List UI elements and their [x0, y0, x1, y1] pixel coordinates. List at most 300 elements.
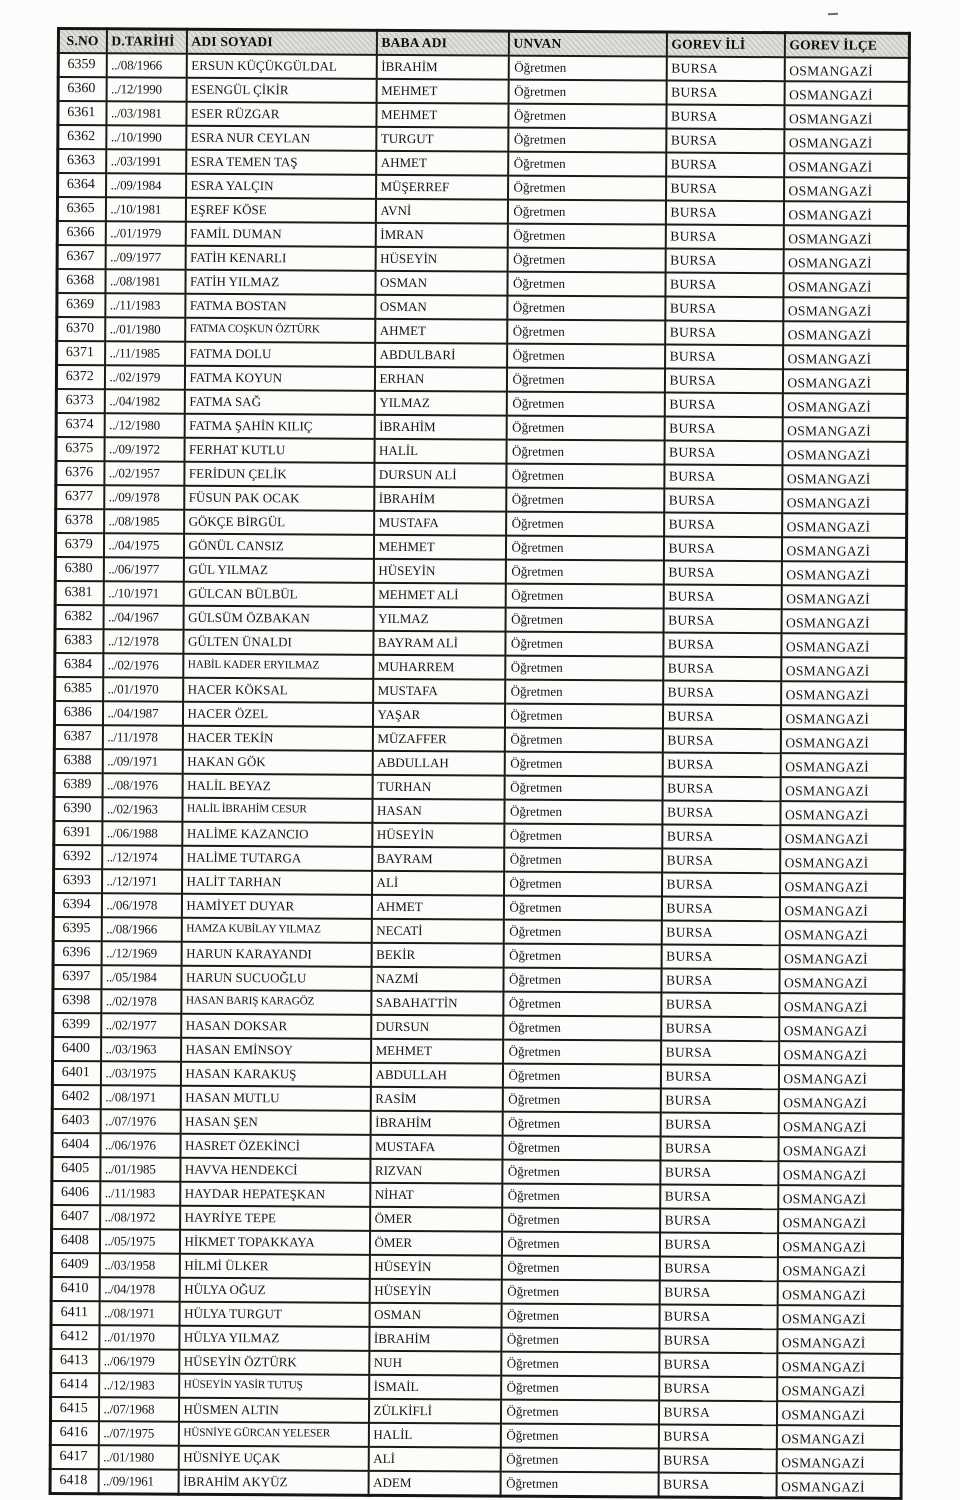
cell-dtarihi: ../04/1982: [104, 389, 184, 413]
cell-unvan: Öğretmen: [504, 776, 662, 801]
cell-gorev-ili: BURSA: [664, 393, 782, 418]
cell-dtarihi: ../02/1957: [104, 461, 184, 485]
cell-sno: 6372: [56, 365, 104, 389]
cell-baba-adi: YAŞAR: [372, 703, 504, 728]
cell-gorev-ili: BURSA: [661, 968, 779, 993]
cell-dtarihi: ../02/1976: [103, 653, 183, 677]
cell-sno: 6384: [55, 653, 103, 677]
cell-baba-adi: HÜSEYİN: [375, 247, 507, 272]
cell-unvan: Öğretmen: [502, 1112, 660, 1137]
cell-dtarihi: ../10/1990: [106, 125, 186, 149]
cell-adi-soyadi: ESRA NUR CEYLAN: [186, 126, 376, 151]
cell-sno: 6381: [55, 581, 103, 605]
cell-baba-adi: HÜSEYİN: [373, 559, 505, 584]
cell-gorev-ilce: OSMANGAZİ: [784, 129, 909, 154]
cell-gorev-ili: BURSA: [665, 321, 783, 346]
cell-dtarihi: ../04/1967: [103, 605, 183, 629]
cell-adi-soyadi: ESRA YALÇIN: [186, 174, 376, 199]
cell-gorev-ili: BURSA: [663, 657, 781, 682]
cell-sno: 6375: [56, 437, 104, 461]
cell-sno: 6413: [51, 1349, 99, 1373]
cell-adi-soyadi: HASRET ÖZEKİNCİ: [180, 1134, 370, 1159]
cell-adi-soyadi: HASAN ŞEN: [180, 1110, 370, 1135]
cell-adi-soyadi: GÖKÇE BİRGÜL: [184, 510, 374, 535]
cell-gorev-ilce: OSMANGAZİ: [782, 489, 907, 514]
cell-sno: 6406: [52, 1181, 100, 1205]
cell-baba-adi: MUSTAFA: [373, 679, 505, 704]
cell-sno: 6402: [52, 1085, 100, 1109]
cell-sno: 6382: [55, 605, 103, 629]
cell-sno: 6412: [51, 1325, 99, 1349]
cell-gorev-ilce: OSMANGAZİ: [780, 825, 905, 850]
cell-gorev-ilce: OSMANGAZİ: [784, 177, 909, 202]
document-table-container: [49, 27, 908, 1500]
cell-unvan: Öğretmen: [504, 752, 662, 777]
cell-adi-soyadi: HAVVA HENDEKCİ: [180, 1158, 370, 1183]
cell-adi-soyadi: HÜSNİYE GÜRCAN YELESER: [178, 1422, 368, 1447]
cell-sno: 6383: [55, 629, 103, 653]
cell-dtarihi: ../11/1983: [100, 1181, 180, 1205]
cell-unvan: Öğretmen: [505, 656, 663, 681]
cell-gorev-ilce: OSMANGAZİ: [781, 657, 906, 682]
cell-adi-soyadi: HÜLYA OĞUZ: [179, 1278, 369, 1303]
cell-gorev-ili: BURSA: [660, 1208, 778, 1233]
cell-sno: 6407: [52, 1205, 100, 1229]
cell-gorev-ilce: OSMANGAZİ: [776, 1425, 901, 1450]
cell-baba-adi: ALİ: [368, 1447, 500, 1472]
cell-gorev-ilce: OSMANGAZİ: [782, 465, 907, 490]
cell-dtarihi: ../09/1978: [104, 485, 184, 509]
cell-adi-soyadi: HALİL BEYAZ: [182, 774, 372, 799]
cell-unvan: Öğretmen: [504, 848, 662, 873]
cell-sno: 6400: [53, 1037, 101, 1061]
cell-gorev-ilce: OSMANGAZİ: [778, 1161, 903, 1186]
cell-dtarihi: ../01/1980: [105, 317, 185, 341]
cell-baba-adi: ABDULLAH: [370, 1063, 502, 1088]
cell-gorev-ilce: OSMANGAZİ: [777, 1305, 902, 1330]
cell-dtarihi: ../01/1980: [98, 1445, 178, 1469]
cell-gorev-ili: BURSA: [666, 81, 784, 106]
cell-gorev-ili: BURSA: [659, 1304, 777, 1329]
cell-gorev-ili: BURSA: [662, 848, 780, 873]
cell-gorev-ili: BURSA: [661, 1016, 779, 1041]
cell-baba-adi: RIZVAN: [370, 1159, 502, 1184]
cell-dtarihi: ../04/1975: [103, 533, 183, 557]
cell-unvan: Öğretmen: [508, 152, 666, 177]
cell-dtarihi: ../01/1970: [103, 677, 183, 701]
cell-adi-soyadi: GÜLTEN ÜNALDI: [183, 630, 373, 655]
column-header-adi-soyadi: ADI SOYADI: [186, 29, 376, 55]
cell-gorev-ilce: OSMANGAZİ: [784, 153, 909, 178]
cell-gorev-ili: BURSA: [660, 1088, 778, 1113]
cell-sno: 6399: [53, 1013, 101, 1037]
cell-unvan: Öğretmen: [507, 200, 665, 225]
cell-gorev-ilce: OSMANGAZİ: [779, 897, 904, 922]
cell-adi-soyadi: HÜLYA TURGUT: [179, 1302, 369, 1327]
cell-gorev-ili: BURSA: [659, 1256, 777, 1281]
cell-adi-soyadi: FATMA SAĞ: [184, 390, 374, 415]
cell-gorev-ilce: OSMANGAZİ: [782, 417, 907, 442]
cell-baba-adi: DURSUN: [371, 1015, 503, 1040]
cell-adi-soyadi: HÜLYA YILMAZ: [179, 1326, 369, 1351]
cell-baba-adi: HÜSEYİN: [372, 823, 504, 848]
cell-sno: 6395: [53, 917, 101, 941]
cell-gorev-ili: BURSA: [666, 153, 784, 178]
cell-adi-soyadi: HİKMET TOPAKKAYA: [179, 1230, 369, 1255]
cell-adi-soyadi: HİLMİ ÜLKER: [179, 1254, 369, 1279]
cell-sno: 6388: [54, 749, 102, 773]
cell-gorev-ilce: OSMANGAZİ: [781, 681, 906, 706]
cell-unvan: Öğretmen: [507, 320, 665, 345]
cell-sno: 6393: [54, 869, 102, 893]
cell-baba-adi: OSMAN: [369, 1303, 501, 1328]
cell-unvan: Öğretmen: [501, 1256, 659, 1281]
cell-dtarihi: ../10/1981: [105, 197, 185, 221]
cell-gorev-ilce: OSMANGAZİ: [777, 1353, 902, 1378]
cell-adi-soyadi: ESRA TEMEN TAŞ: [186, 150, 376, 175]
cell-gorev-ili: BURSA: [663, 680, 781, 705]
cell-adi-soyadi: GÜLCAN BÜLBÜL: [183, 582, 373, 607]
cell-adi-soyadi: HAKAN GÖK: [182, 750, 372, 775]
cell-gorev-ilce: OSMANGAZİ: [780, 777, 905, 802]
cell-gorev-ilce: OSMANGAZİ: [779, 1017, 904, 1042]
cell-sno: 6368: [57, 269, 105, 293]
cell-unvan: Öğretmen: [507, 296, 665, 321]
cell-baba-adi: İBRAHİM: [376, 55, 508, 80]
cell-baba-adi: ERHAN: [374, 367, 506, 392]
cell-sno: 6392: [54, 845, 102, 869]
cell-adi-soyadi: HASAN MUTLU: [180, 1086, 370, 1111]
column-header-gorev-ili: GOREV İLİ: [666, 32, 784, 57]
column-header-dtarihi: D.TARİHİ: [106, 29, 186, 54]
cell-adi-soyadi: FATMA ŞAHİN KILIÇ: [184, 414, 374, 439]
cell-unvan: Öğretmen: [503, 944, 661, 969]
cell-gorev-ili: BURSA: [664, 417, 782, 442]
cell-sno: 6359: [58, 53, 106, 77]
cell-adi-soyadi: HACER TEKİN: [182, 726, 372, 751]
cell-gorev-ili: BURSA: [664, 513, 782, 538]
cell-unvan: Öğretmen: [504, 824, 662, 849]
cell-unvan: Öğretmen: [501, 1232, 659, 1257]
cell-adi-soyadi: HACER KÖKSAL: [183, 678, 373, 703]
cell-gorev-ili: BURSA: [663, 585, 781, 610]
cell-sno: 6403: [52, 1109, 100, 1133]
cell-sno: 6380: [55, 557, 103, 581]
cell-baba-adi: İMRAN: [375, 223, 507, 248]
cell-baba-adi: İBRAHİM: [370, 1111, 502, 1136]
cell-baba-adi: HASAN: [372, 799, 504, 824]
cell-gorev-ilce: OSMANGAZİ: [781, 609, 906, 634]
cell-adi-soyadi: HASAN EMİNSOY: [181, 1038, 371, 1063]
cell-gorev-ili: BURSA: [659, 1376, 777, 1401]
cell-baba-adi: DURSUN ALİ: [374, 463, 506, 488]
cell-gorev-ili: BURSA: [663, 537, 781, 562]
cell-baba-adi: NİHAT: [370, 1183, 502, 1208]
cell-sno: 6361: [58, 101, 106, 125]
cell-adi-soyadi: FATİH KENARLI: [185, 246, 375, 271]
cell-dtarihi: ../12/1983: [99, 1373, 179, 1397]
cell-sno: 6365: [57, 197, 105, 221]
cell-adi-soyadi: HABİL KADER ERYILMAZ: [183, 654, 373, 679]
cell-baba-adi: HÜSEYİN: [369, 1279, 501, 1304]
cell-adi-soyadi: HAYRİYE TEPE: [180, 1206, 370, 1231]
cell-dtarihi: ../09/1972: [104, 437, 184, 461]
cell-dtarihi: ../02/1978: [101, 989, 181, 1013]
personnel-table: [49, 27, 911, 1500]
cell-gorev-ili: BURSA: [661, 992, 779, 1017]
cell-baba-adi: AHMET: [371, 895, 503, 920]
cell-dtarihi: ../06/1977: [103, 557, 183, 581]
cell-gorev-ilce: OSMANGAZİ: [777, 1377, 902, 1402]
cell-baba-adi: MÜŞERREF: [376, 175, 508, 200]
cell-dtarihi: ../12/1978: [103, 629, 183, 653]
cell-gorev-ili: BURSA: [662, 800, 780, 825]
cell-sno: 6377: [56, 485, 104, 509]
cell-baba-adi: BEKİR: [371, 943, 503, 968]
cell-sno: 6397: [53, 965, 101, 989]
cell-baba-adi: İBRAHİM: [369, 1327, 501, 1352]
cell-adi-soyadi: HASAN DOKSAR: [181, 1014, 371, 1039]
cell-dtarihi: ../03/1975: [100, 1061, 180, 1085]
cell-sno: 6415: [50, 1397, 98, 1421]
cell-adi-soyadi: GÖNÜL CANSIZ: [183, 534, 373, 559]
cell-unvan: Öğretmen: [503, 920, 661, 945]
cell-adi-soyadi: FATMA DOLU: [185, 342, 375, 367]
cell-unvan: Öğretmen: [502, 1136, 660, 1161]
cell-baba-adi: MEHMET: [373, 535, 505, 560]
column-header-gorev-ilce: GOREV İLÇE: [784, 33, 909, 58]
cell-baba-adi: YILMAZ: [373, 607, 505, 632]
cell-baba-adi: ALİ: [372, 871, 504, 896]
cell-gorev-ili: BURSA: [663, 561, 781, 586]
cell-baba-adi: BAYRAM: [372, 847, 504, 872]
cell-adi-soyadi: ERSUN KÜÇÜKGÜLDAL: [186, 54, 376, 79]
cell-sno: 6378: [56, 509, 104, 533]
cell-adi-soyadi: HALİL İBRAHİM CESUR: [182, 798, 372, 823]
cell-adi-soyadi: EŞREF KÖSE: [185, 198, 375, 223]
cell-sno: 6394: [53, 893, 101, 917]
cell-dtarihi: ../08/1971: [100, 1085, 180, 1109]
cell-gorev-ilce: OSMANGAZİ: [780, 729, 905, 754]
cell-adi-soyadi: FATMA BOSTAN: [185, 294, 375, 319]
cell-sno: 6408: [51, 1229, 99, 1253]
cell-gorev-ilce: OSMANGAZİ: [776, 1449, 901, 1474]
cell-unvan: Öğretmen: [503, 992, 661, 1017]
cell-adi-soyadi: HAMİYET DUYAR: [181, 894, 371, 919]
cell-baba-adi: İBRAHİM: [374, 487, 506, 512]
cell-gorev-ilce: OSMANGAZİ: [783, 297, 908, 322]
cell-adi-soyadi: HARUN KARAYANDI: [181, 942, 371, 967]
cell-adi-soyadi: HAMZA KUBİLAY YILMAZ: [181, 918, 371, 943]
cell-dtarihi: ../07/1976: [100, 1109, 180, 1133]
cell-gorev-ili: BURSA: [664, 369, 782, 394]
cell-gorev-ilce: OSMANGAZİ: [778, 1137, 903, 1162]
cell-sno: 6409: [51, 1253, 99, 1277]
cell-gorev-ilce: OSMANGAZİ: [778, 1065, 903, 1090]
cell-unvan: Öğretmen: [507, 224, 665, 249]
cell-adi-soyadi: HÜSNİYE UÇAK: [178, 1446, 368, 1471]
cell-gorev-ilce: OSMANGAZİ: [780, 705, 905, 730]
cell-baba-adi: MEHMET: [376, 103, 508, 128]
cell-unvan: Öğretmen: [508, 128, 666, 153]
cell-baba-adi: MUHARREM: [373, 655, 505, 680]
cell-unvan: Öğretmen: [508, 176, 666, 201]
table-row: [50, 1469, 901, 1498]
cell-unvan: Öğretmen: [506, 488, 664, 513]
cell-unvan: Öğretmen: [506, 512, 664, 537]
cell-gorev-ili: BURSA: [662, 824, 780, 849]
cell-sno: 6366: [57, 221, 105, 245]
cell-unvan: Öğretmen: [505, 632, 663, 657]
cell-gorev-ili: BURSA: [665, 225, 783, 250]
cell-sno: 6374: [56, 413, 104, 437]
cell-unvan: Öğretmen: [500, 1424, 658, 1449]
cell-dtarihi: ../03/1981: [106, 101, 186, 125]
cell-gorev-ili: BURSA: [666, 105, 784, 130]
cell-gorev-ili: BURSA: [662, 752, 780, 777]
cell-dtarihi: ../04/1978: [99, 1277, 179, 1301]
cell-gorev-ili: BURSA: [660, 1112, 778, 1137]
cell-unvan: Öğretmen: [506, 464, 664, 489]
cell-dtarihi: ../07/1975: [98, 1421, 178, 1445]
cell-dtarihi: ../06/1978: [101, 893, 181, 917]
cell-adi-soyadi: ESENGÜL ÇİKİR: [186, 78, 376, 103]
cell-unvan: Öğretmen: [505, 680, 663, 705]
cell-unvan: Öğretmen: [508, 104, 666, 129]
cell-baba-adi: ÖMER: [369, 1231, 501, 1256]
cell-dtarihi: ../07/1968: [98, 1397, 178, 1421]
cell-adi-soyadi: FERİDUN ÇELİK: [184, 462, 374, 487]
cell-gorev-ili: BURSA: [661, 1040, 779, 1065]
cell-baba-adi: ADEM: [368, 1471, 500, 1496]
cell-unvan: Öğretmen: [506, 392, 664, 417]
cell-gorev-ili: BURSA: [666, 129, 784, 154]
cell-unvan: Öğretmen: [502, 1208, 660, 1233]
cell-unvan: Öğretmen: [504, 872, 662, 897]
cell-dtarihi: ../01/1979: [105, 221, 185, 245]
cell-baba-adi: SABAHATTİN: [371, 991, 503, 1016]
cell-gorev-ilce: OSMANGAZİ: [782, 513, 907, 538]
cell-sno: 6391: [54, 821, 102, 845]
cell-unvan: Öğretmen: [501, 1328, 659, 1353]
cell-gorev-ilce: OSMANGAZİ: [783, 345, 908, 370]
cell-sno: 6401: [52, 1061, 100, 1085]
cell-unvan: Öğretmen: [506, 368, 664, 393]
cell-dtarihi: ../08/1966: [101, 917, 181, 941]
cell-sno: 6417: [50, 1445, 98, 1469]
column-header-baba-adi: BABA ADI: [376, 30, 508, 55]
cell-gorev-ilce: OSMANGAZİ: [779, 945, 904, 970]
cell-baba-adi: NAZMİ: [371, 967, 503, 992]
cell-baba-adi: MEHMET ALİ: [373, 583, 505, 608]
cell-dtarihi: ../06/1979: [99, 1349, 179, 1373]
cell-adi-soyadi: HASAN BARIŞ KARAGÖZ: [181, 990, 371, 1015]
cell-gorev-ili: BURSA: [661, 920, 779, 945]
cell-gorev-ili: BURSA: [665, 297, 783, 322]
cell-dtarihi: ../06/1976: [100, 1133, 180, 1157]
cell-dtarihi: ../11/1978: [102, 725, 182, 749]
cell-sno: 6371: [57, 341, 105, 365]
cell-sno: 6387: [54, 725, 102, 749]
cell-gorev-ilce: OSMANGAZİ: [782, 369, 907, 394]
cell-adi-soyadi: İBRAHİM AKYÜZ: [178, 1470, 368, 1496]
cell-unvan: Öğretmen: [504, 704, 662, 729]
cell-sno: 6364: [58, 173, 106, 197]
cell-gorev-ilce: OSMANGAZİ: [784, 57, 909, 82]
cell-gorev-ilce: OSMANGAZİ: [784, 81, 909, 106]
cell-unvan: Öğretmen: [500, 1472, 658, 1497]
cell-baba-adi: OSMAN: [375, 295, 507, 320]
cell-sno: 6367: [57, 245, 105, 269]
cell-sno: 6360: [58, 77, 106, 101]
cell-gorev-ili: BURSA: [659, 1328, 777, 1353]
cell-unvan: Öğretmen: [505, 584, 663, 609]
cell-adi-soyadi: FATMA KOYUN: [184, 366, 374, 391]
cell-dtarihi: ../08/1976: [102, 773, 182, 797]
cell-gorev-ili: BURSA: [665, 345, 783, 370]
cell-sno: 6390: [54, 797, 102, 821]
cell-unvan: Öğretmen: [502, 1160, 660, 1185]
cell-dtarihi: ../12/1980: [104, 413, 184, 437]
cell-sno: 6370: [57, 317, 105, 341]
cell-baba-adi: HALİL: [368, 1423, 500, 1448]
cell-gorev-ili: BURSA: [662, 728, 780, 753]
cell-gorev-ilce: OSMANGAZİ: [783, 273, 908, 298]
cell-dtarihi: ../01/1985: [100, 1157, 180, 1181]
cell-dtarihi: ../02/1977: [101, 1013, 181, 1037]
cell-gorev-ilce: OSMANGAZİ: [781, 633, 906, 658]
scan-artifact-mark: [828, 13, 838, 16]
cell-adi-soyadi: HALİME KAZANCIO: [182, 822, 372, 847]
cell-gorev-ili: BURSA: [659, 1352, 777, 1377]
cell-gorev-ili: BURSA: [662, 704, 780, 729]
cell-gorev-ili: BURSA: [660, 1136, 778, 1161]
cell-sno: 6410: [51, 1277, 99, 1301]
cell-gorev-ilce: OSMANGAZİ: [784, 105, 909, 130]
cell-sno: 6389: [54, 773, 102, 797]
column-header-unvan: UNVAN: [508, 31, 666, 56]
cell-baba-adi: TURGUT: [376, 127, 508, 152]
cell-adi-soyadi: HÜSEYİN YASİR TUTUŞ: [179, 1374, 369, 1399]
cell-gorev-ilce: OSMANGAZİ: [781, 585, 906, 610]
cell-sno: 6363: [58, 149, 106, 173]
cell-baba-adi: MEHMET: [371, 1039, 503, 1064]
cell-baba-adi: İBRAHİM: [374, 415, 506, 440]
cell-gorev-ilce: OSMANGAZİ: [781, 561, 906, 586]
column-header-sno: S.NO: [58, 29, 106, 54]
cell-gorev-ili: BURSA: [665, 249, 783, 274]
cell-sno: 6404: [52, 1133, 100, 1157]
cell-baba-adi: ABDULBARİ: [375, 343, 507, 368]
cell-gorev-ili: BURSA: [658, 1400, 776, 1425]
cell-baba-adi: TURHAN: [372, 775, 504, 800]
cell-gorev-ilce: OSMANGAZİ: [779, 1041, 904, 1066]
cell-gorev-ili: BURSA: [661, 944, 779, 969]
cell-unvan: Öğretmen: [501, 1376, 659, 1401]
cell-gorev-ilce: OSMANGAZİ: [777, 1329, 902, 1354]
cell-adi-soyadi: FAMİL DUMAN: [185, 222, 375, 247]
cell-gorev-ili: BURSA: [660, 1064, 778, 1089]
cell-gorev-ilce: OSMANGAZİ: [778, 1089, 903, 1114]
cell-dtarihi: ../03/1991: [106, 149, 186, 173]
cell-baba-adi: MEHMET: [376, 79, 508, 104]
cell-dtarihi: ../03/1958: [99, 1253, 179, 1277]
cell-gorev-ilce: OSMANGAZİ: [778, 1113, 903, 1138]
cell-dtarihi: ../05/1984: [101, 965, 181, 989]
cell-gorev-ili: BURSA: [664, 489, 782, 514]
cell-adi-soyadi: HARUN SUCUOĞLU: [181, 966, 371, 991]
cell-dtarihi: ../01/1970: [99, 1325, 179, 1349]
